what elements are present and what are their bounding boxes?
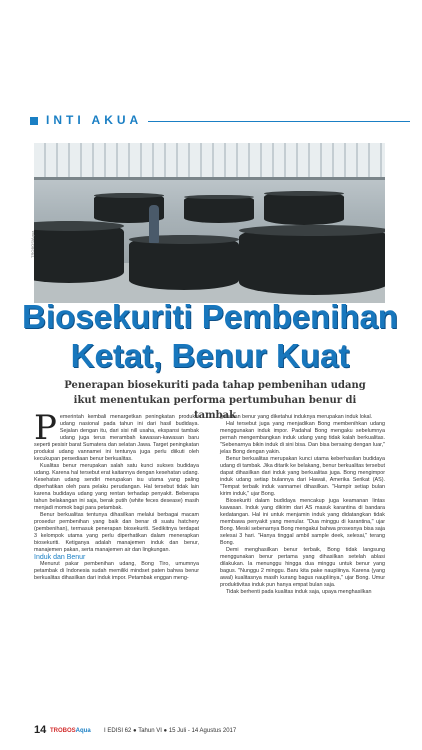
article-column-right: [220, 414, 385, 596]
article-deck: Penerapan biosekuriti pada tahap pembenihan udang ikut menentukan performa pertumbuhan benur di tambak: [64, 380, 366, 421]
headline-line-2: Ketat, Benur Kuat: [70, 336, 350, 374]
drop-cap: P: [34, 408, 57, 448]
hatchery-photo: [34, 143, 385, 303]
paragraph: Tidak berhenti pada kualitas induk saja, upaya menghasilkan: [226, 589, 372, 595]
tank-shape: [239, 225, 385, 295]
paragraph-text: emerintah kembali menargetkan peningkatan produksi udang nasional pada tahun ini dari hasil budidaya. Sejalan dengan itu, dari sisi nill usaha, ekspansi tambak udang juga terus merambah kawasan-kawasan baru seperti pesisir barat Sumatera dan selatan Jawa. Target peningkatan produksi udang vannamei ini tentunya juga perlu diikuti oleh kecukupan persediaan benur berkualitas.: [34, 414, 199, 462]
worker-figure: [149, 205, 159, 243]
paragraph: gunakan benur yang diketahui induknya merupakan induk lokal.: [220, 414, 373, 420]
tank-shape: [184, 195, 254, 223]
headline-line-1: Biosekuriti Pembenihan: [22, 298, 398, 335]
photo-ceiling-beam: [34, 177, 385, 180]
paragraph: Hal tersebut juga yang menjadikan Bong membenihkan udang menggunakan induk impor. Padahal Bong mengaku sebelumnya pernah mengembangkan induk udang yang tidak kalah berkualitas. "Sebenarnya bikin induk di sini bisa. Dan bisa bersaing dengan luar," jelas Bong dengan yakin.: [220, 421, 385, 455]
issue-info: I EDISI 62 ● Tahun VI ● 15 Juli - 14 Agustus 2017: [104, 728, 237, 734]
paragraph: Demi menghasilkan benur terbaik, Bong tidak langsung menggunakan benur pertama yang dihasilkan setelah ablasi dilakukan. Ia menunggu hingga dua minggu untuk benur yang bagus. "Nunggu 2 minggu. Baru kita pake naupliinya. Karena (yang awal) kualitasnya masih kurang bagus naupliinya," ujar Bong. Umur produktivitas induk pun hanya empat bulan saja.: [220, 547, 385, 588]
section-title: INTI AKUA: [46, 113, 143, 127]
paragraph: Kualitas benur merupakan salah satu kunci sukses budidaya udang. Karena hal tersebut erat kaitannya dengan kesehatan udang. Kesehatan udang sendiri merupakan isu utama yang paling diperhatikan oleh para pelaku perudangan. Hal tersebut tidak lain karena budidaya udang yang rentan terhadap penyakit. Beberapa tahun belakangan ini saja, berak putih (white feces desease) masih menjadi momok bagi para petambak.: [34, 463, 199, 511]
tank-shape: [264, 191, 344, 225]
subheading: Induk dan Benur: [34, 554, 86, 561]
publication-name-part1: TROBOS: [50, 728, 76, 734]
tank-shape: [129, 235, 239, 290]
article-headline: [20, 300, 400, 373]
page-footer: [34, 724, 394, 740]
paragraph: Menurut pakar pembenihan udang, Bong Tiro, umumnya petambak di Indonesia sudah memiliki mindset paten bahwa benur berkualitas dihasilkan dari induk impor. Petambak enggan meng-: [34, 561, 199, 581]
paragraph: Benur berkualitas tentunya dihasilkan melalui berbagai macam prosedur pembenihan yang baik dan benar di suatu hatchery (pembenihan), termasuk penerapan biosekuriti. Sedikitnya terdapat 3 kelompok utama yang perlu diperhatikan dalam menerapkan biosekuriti. Ketiganya adalah manajemen induk dan benur, manajemen pakan, serta manajemen air dan lingkungan.: [34, 512, 199, 553]
photo-roof: [34, 143, 385, 177]
tank-shape: [34, 221, 124, 283]
section-rule: [148, 121, 410, 122]
publication-name: [50, 728, 91, 734]
photo-credit: TROBOS/Aqua: [30, 230, 35, 258]
paragraph: [34, 408, 199, 463]
section-marker: [30, 117, 38, 125]
paragraph: Biosekuriti dalam budidaya mencakup juga keamanan lintas kawasan. Induk yang dikirim dari AS masuk karantina di bandara kedatangan. Hal ini untuk menjamin induk yang didatangkan tidak membawa penyakit yang menular. "Dua minggu di karantina," ujar Bong. Meski sebenarnya Bong mengakui bahwa prosesnya bisa saja selesai 3 hari. "Hanya tinggal ambil sample deek, selesai," terang Bong.: [220, 498, 385, 546]
page-number: 14: [34, 724, 47, 736]
section-header: [30, 110, 400, 130]
article-column-left: [34, 408, 199, 582]
publication-name-part2: Aqua: [75, 728, 91, 734]
paragraph: Benur berkualitas merupakan kunci utama keberhasilan budidaya udang di tambak. Jika ditarik ke belakang, benur berkualitas tersebut dapat dihasilkan dari induk yang berkualitas juga. Bong mengimpor induk udang setiap bulannya dari Hawaii, Amerika Serikat (AS). "Tempat terbaik induk vannamei dihasilkan. "Hampir setiap bulan kirim induk," ujar Bong.: [220, 456, 385, 497]
